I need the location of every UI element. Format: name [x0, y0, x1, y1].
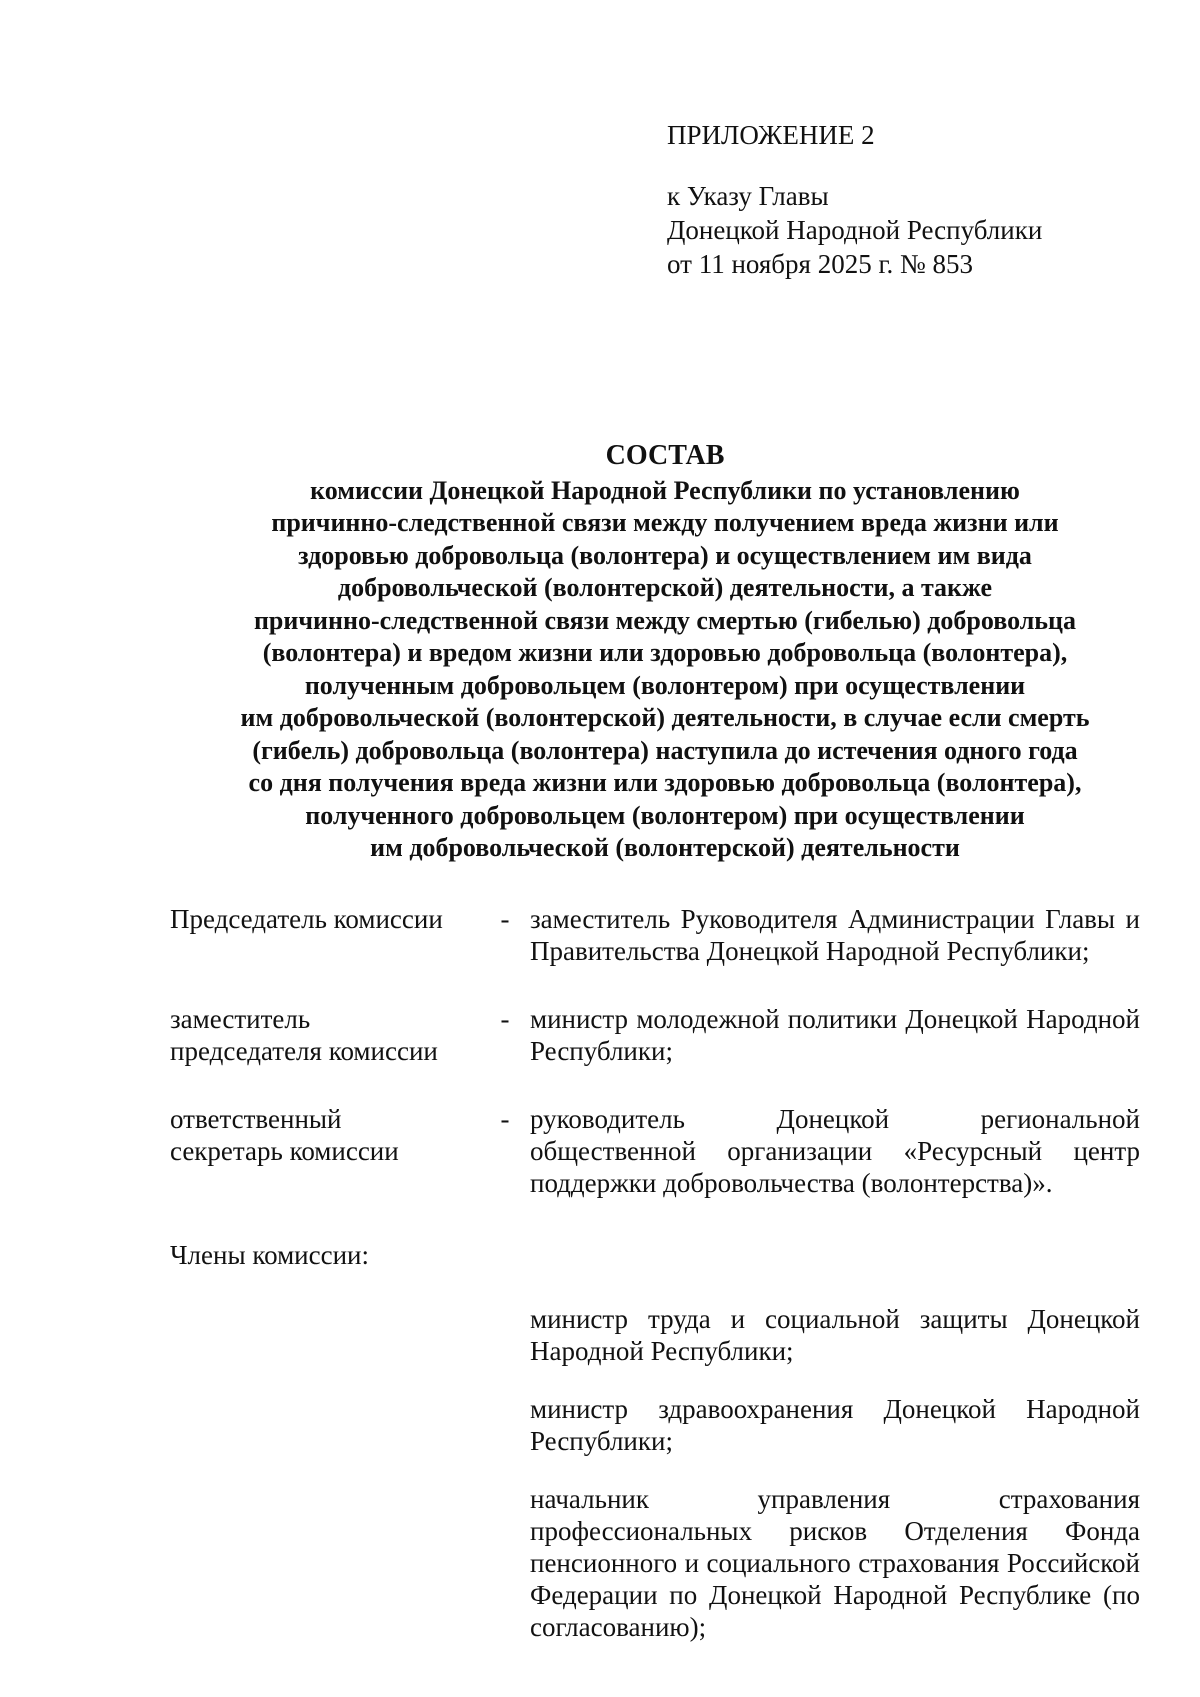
deputy-role [170, 1003, 480, 1067]
title-line: им добровольческой (волонтерской) деятельности [370, 833, 960, 862]
role-line: ответственный [170, 1104, 342, 1134]
title-line: (гибель) добровольца (волонтера) наступила до истечения одного года [252, 735, 1078, 765]
deputy-row [170, 1003, 1140, 1067]
composition-list [170, 903, 1140, 1669]
secretary-role [170, 1103, 480, 1167]
dash-separator: - [500, 1004, 510, 1034]
title-line: причинно-следственной связи между получением вреда жизни или [271, 508, 1059, 537]
chair-row [170, 903, 1140, 967]
appendix-line: от 11 ноября 2025 г. № 853 [667, 249, 973, 279]
member-item: министр труда и социальной защиты Донецкой Народной Республики; [530, 1304, 1140, 1366]
role-line: Председатель комиссии [170, 904, 443, 934]
title-main: СОСТАВ [605, 440, 725, 471]
member-item: начальник управления страхования профессиональных рисков Отделения Фонда пенсионного и социального страхования Российской Федерации по Донецкой Народной Республике (по согласованию); [530, 1484, 1140, 1642]
deputy-description: министр молодежной политики Донецкой Народной Республики; [530, 1004, 1140, 1066]
title-line: комиссии Донецкой Народной Республики по установлению [310, 475, 1020, 505]
chair-role [170, 903, 480, 935]
secretary-description: руководитель Донецкой региональной общественной организации «Ресурсный центр поддержки добровольчества (волонтерства)». [530, 1104, 1140, 1198]
document-title [120, 440, 1200, 865]
appendix-heading: ПРИЛОЖЕНИЕ 2 [667, 120, 875, 150]
dash-separator: - [500, 904, 510, 934]
role-line: секретарь комиссии [170, 1136, 399, 1166]
role-line: заместитель [170, 1004, 311, 1034]
title-line: (волонтера) и вредом жизни или здоровью добровольца (волонтера), [262, 638, 1068, 667]
appendix-block [667, 118, 1042, 281]
chair-description: заместитель Руководителя Администрации Главы и Правительства Донецкой Народной Республики; [530, 904, 1140, 966]
title-line: причинно-следственной связи между смертью (гибелью) добровольца [253, 605, 1077, 635]
appendix-line: к Указу Главы [667, 181, 829, 211]
title-line: им добровольческой (волонтерской) деятельности, в случае если смерть [240, 703, 1090, 732]
title-line: со дня получения вреда жизни или здоровью добровольца (волонтера), [248, 768, 1082, 797]
title-line: полученным добровольцем (волонтером) при осуществлении [304, 670, 1026, 700]
dash-separator: - [500, 1104, 510, 1134]
member-item: министр здравоохранения Донецкой Народной Республики; [530, 1394, 1140, 1456]
members-heading: Члены комиссии: [170, 1240, 369, 1270]
title-line: здоровью добровольца (волонтера) и осуществлением им вида [298, 540, 1032, 570]
title-line: полученного добровольцем (волонтером) при осуществлении [305, 800, 1025, 830]
appendix-line: Донецкой Народной Республики [667, 215, 1043, 245]
secretary-row [170, 1103, 1140, 1199]
role-line: председателя комиссии [170, 1036, 438, 1066]
title-line: добровольческой (волонтерской) деятельности, а также [337, 573, 993, 602]
